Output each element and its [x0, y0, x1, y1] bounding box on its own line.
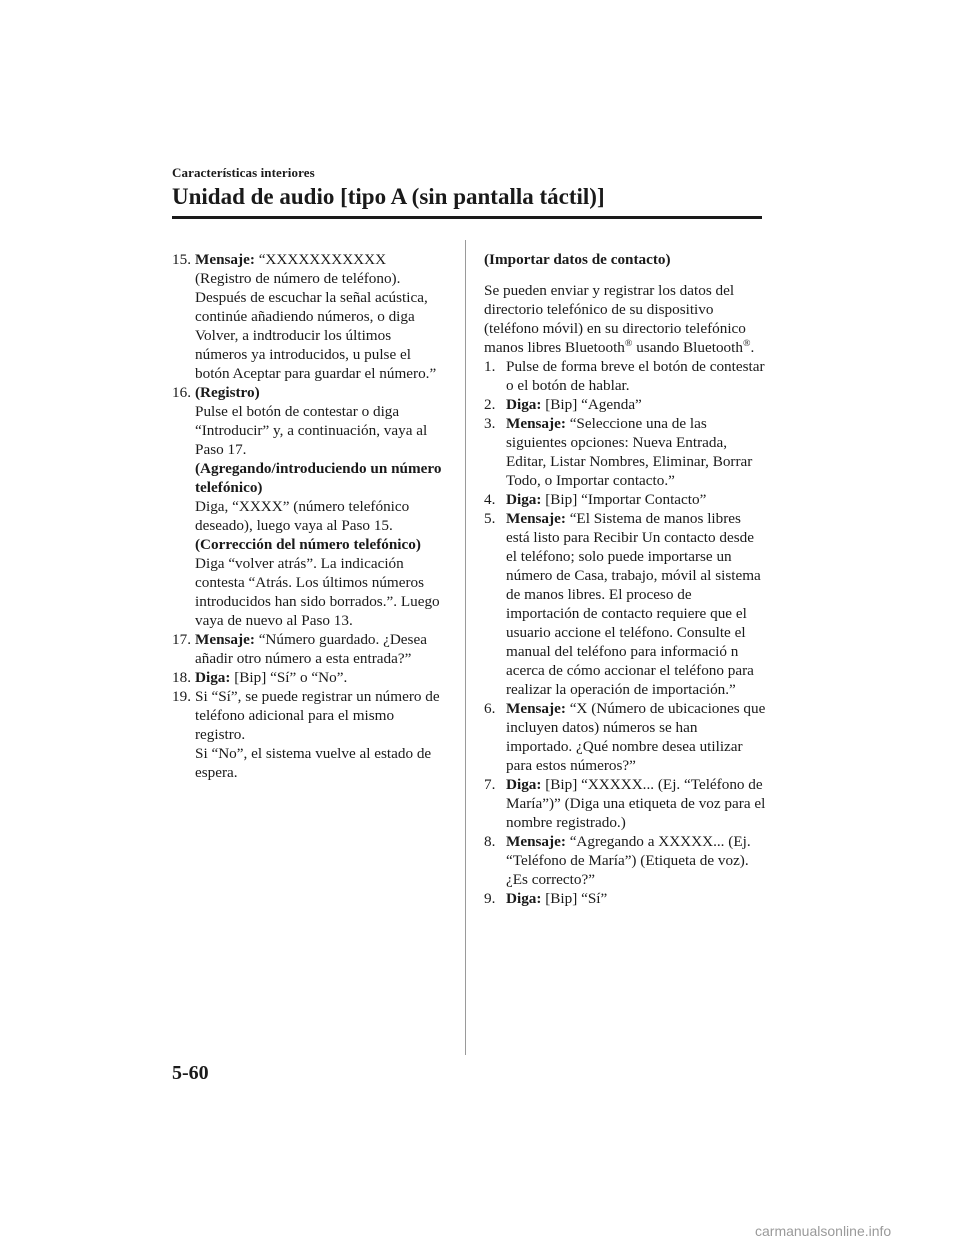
step-text: [Bip] “Agenda”: [541, 396, 642, 413]
step-number: 18.: [172, 669, 191, 686]
step-number: 15.: [172, 251, 191, 268]
step-number: 8.: [484, 833, 496, 850]
step-18: [172, 668, 444, 687]
registered-mark: ®: [742, 337, 751, 349]
intro-text: Se pueden enviar y registrar los datos del directorio telefónico de su dispositivo (teléfono móvil) en su directorio telefónico manos libres Bluetooth: [484, 282, 746, 356]
step-text: Si “No”, el sistema vuelve al estado de espera.: [195, 745, 432, 781]
step-body: [195, 250, 444, 383]
step-text: Diga, “XXXX” (número telefónico deseado), luego vaya al Paso 15.: [195, 498, 410, 534]
step-label: Mensaje:: [506, 415, 566, 432]
step-number: 1.: [484, 358, 496, 375]
step-label: Mensaje:: [506, 700, 566, 717]
step-body: [506, 775, 766, 832]
step-5: [484, 509, 766, 699]
step-8: [484, 832, 766, 889]
step-text: “Número guardado. ¿Desea añadir otro número a esta entrada?”: [195, 631, 427, 667]
step-number: 5.: [484, 510, 496, 527]
step-body: [506, 395, 766, 414]
step-text: [Bip] “Importar Contacto”: [541, 491, 707, 508]
step-label: Diga:: [506, 776, 542, 793]
step-text: Pulse de forma breve el botón de contestar o el botón de hablar.: [506, 358, 765, 394]
step-label: Diga:: [506, 890, 542, 907]
step-4: [484, 490, 766, 509]
step-text: Si “Sí”, se puede registrar un número de teléfono adicional para el mismo registro.: [195, 688, 440, 743]
step-number: 19.: [172, 688, 191, 705]
step-label: Diga:: [506, 396, 542, 413]
step-text: “El Sistema de manos libres está listo para Recibir Un contacto desde el teléfono; solo puede importarse un número de Casa, trabajo, móvil al sistema de manos libres. El proceso de importación de contacto requiere que el usuario accione el teléfono. Consulte el manual del teléfono para informació n acerca de cómo accionar el teléfono para realizar la operación de importación.”: [506, 510, 761, 698]
watermark: carmanualsonline.info: [755, 1223, 892, 1239]
step-number: 4.: [484, 491, 496, 508]
step-body: [506, 699, 766, 775]
step-body: [195, 668, 444, 687]
step-text: [Bip] “Sí”: [541, 890, 608, 907]
step-body: [195, 630, 444, 668]
registered-mark: ®: [624, 337, 633, 349]
step-label: Diga:: [506, 491, 542, 508]
step-9: [484, 889, 766, 908]
column-divider: [465, 240, 466, 1055]
step-16: [172, 383, 444, 630]
section-label: Características interiores: [172, 165, 315, 180]
step-body: [506, 490, 766, 509]
step-text: “Agregando a XXXXX... (Ej. “Teléfono de María”) (Etiqueta de voz). ¿Es correcto?”: [506, 833, 751, 888]
step-label: Mensaje:: [506, 833, 566, 850]
step-body: [506, 509, 766, 699]
step-label: Diga:: [195, 669, 231, 686]
step-text: “XXXXXXXXXXX (Registro de número de teléfono). Después de escuchar la señal acústica, continúe añadiendo números, o diga Volver, a indtroducir los últimos números ya introducidos, u pulse el botón Aceptar para guardar el número.”: [195, 251, 437, 382]
step-text: [Bip] “Sí” o “No”.: [230, 669, 348, 686]
step-1: [484, 357, 766, 395]
step-2: [484, 395, 766, 414]
step-text: “X (Número de ubicaciones que incluyen datos) números se han importado. ¿Qué nombre desea utilizar para estos números?”: [506, 700, 766, 774]
step-body: [506, 832, 766, 889]
step-17: [172, 630, 444, 668]
step-number: 16.: [172, 384, 191, 401]
subheading-agregando: (Agregando/introduciendo un número telefónico): [195, 460, 442, 496]
step-body: [195, 383, 444, 630]
step-number: 9.: [484, 890, 496, 907]
intro-text: .: [750, 339, 755, 356]
step-number: 7.: [484, 776, 496, 793]
step-19: [172, 687, 444, 782]
step-number: 17.: [172, 631, 191, 648]
subheading-correccion: (Corrección del número telefónico): [195, 536, 421, 553]
step-label: Mensaje:: [195, 251, 255, 268]
step-7: [484, 775, 766, 832]
left-column: [172, 250, 444, 782]
right-column: [484, 250, 766, 908]
step-text: “Seleccione una de las siguientes opciones: Nueva Entrada, Editar, Listar Nombres, Eliminar, Borrar Todo, o Importar contacto.”: [506, 415, 753, 489]
intro-text: usando Bluetooth: [632, 339, 743, 356]
import-heading: (Importar datos de contacto): [484, 251, 671, 268]
step-label: Mensaje:: [195, 631, 255, 648]
step-number: 3.: [484, 415, 496, 432]
step-body: [195, 687, 444, 782]
step-15: [172, 250, 444, 383]
step-label: Mensaje:: [506, 510, 566, 527]
subheading-registro: (Registro): [195, 384, 260, 401]
page-number: 5-60: [172, 1062, 209, 1084]
step-number: 2.: [484, 396, 496, 413]
step-text: [Bip] “XXXXX... (Ej. “Teléfono de María”)” (Diga una etiqueta de voz para el nombre registrado.): [506, 776, 766, 831]
title-rule: [172, 216, 762, 219]
step-body: [506, 889, 766, 908]
page-title: Unidad de audio [tipo A (sin pantalla táctil)]: [172, 184, 605, 209]
step-text: Pulse el botón de contestar o diga “Introducir” y, a continuación, vaya al Paso 17.: [195, 403, 428, 458]
step-body: [506, 414, 766, 490]
step-3: [484, 414, 766, 490]
import-intro: [484, 281, 766, 357]
step-6: [484, 699, 766, 775]
step-number: 6.: [484, 700, 496, 717]
step-text: Diga “volver atrás”. La indicación contesta “Atrás. Los últimos números introducidos han sido borrados.”. Luego vaya de nuevo al Paso 13.: [195, 555, 440, 629]
